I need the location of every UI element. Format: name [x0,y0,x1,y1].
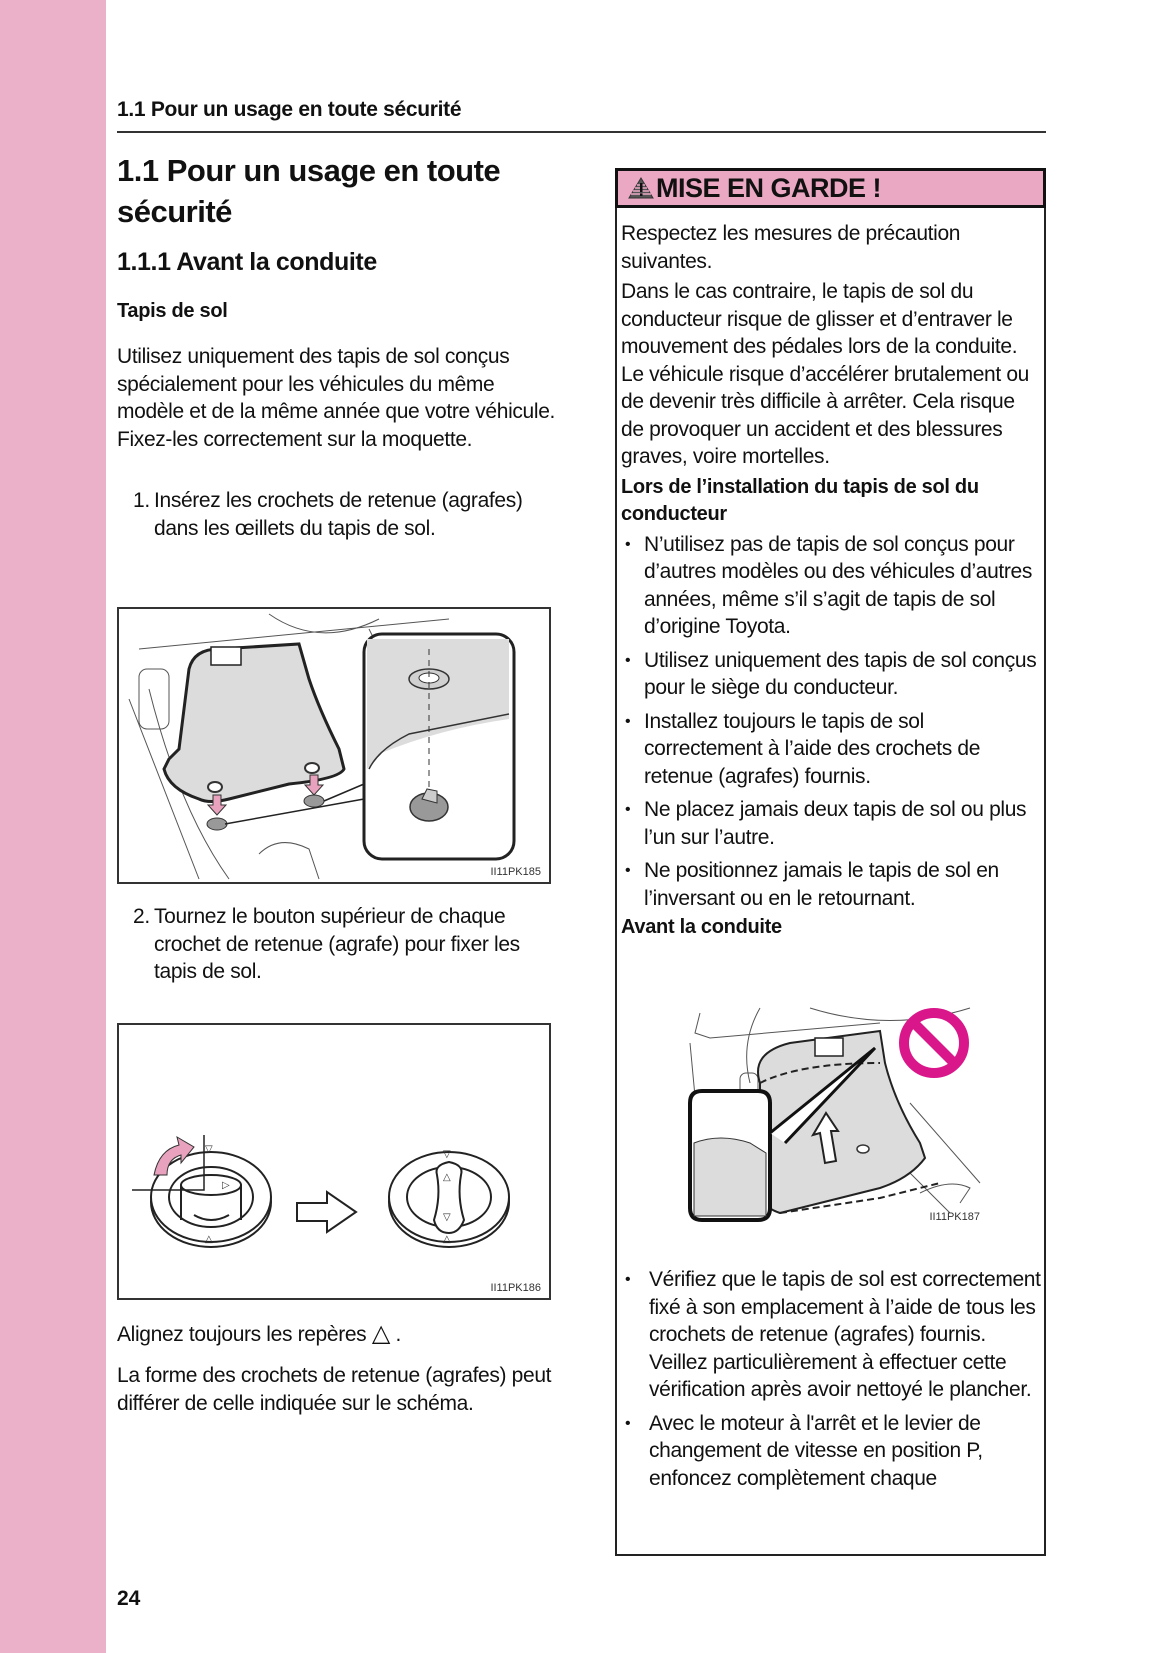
page-title: 1.1 Pour un usage en toute sécurité [117,153,501,229]
svg-text:▽: ▽ [205,1144,213,1155]
install-heading: Lors de l’installation du tapis de sol du conducteur [621,475,979,525]
warning-header [615,168,1046,208]
list-item: • Vérifiez que le tapis de sol est correctement fixé à son emplacement à l’aide de tous les crochets de retenue (agrafes) fournis. Veillez particulièrement à effectuer cette vérification après avoir nettoyé le plancher. [621,1266,1041,1404]
step-1 [133,487,553,542]
intro-paragraph: Utilisez uniquement des tapis de sol conçus spécialement pour les véhicules du même modèle et de la même année que votre véhicule. Fixez-les correctement sur la moquette. [117,345,556,451]
section-title: 1.1.1 Avant la conduite [117,248,377,276]
warning-title: MISE EN GARDE ! [656,172,882,203]
svg-text:△: △ [443,1172,451,1183]
chapter-color-tab [0,0,106,1653]
before-driving-bullet-list [621,1266,1041,1492]
header-divider [117,131,1046,133]
figure-clip-rotation [117,1023,551,1300]
figure-code: II11PK185 [490,866,541,878]
step-text: Insérez les crochets de retenue (agrafes) dans les œillets du tapis de sol. [154,489,523,540]
list-item: • Utilisez uniquement des tapis de sol conçus pour le siège du conducteur. [621,647,1041,702]
list-item: • Installez toujours le tapis de sol correctement à l’aide des crochets de retenue (agrafes) fournis. [621,708,1041,791]
figure-floor-mat-hooks [117,607,551,884]
floor-mat-illustration [119,609,551,884]
svg-text:△: △ [443,1234,451,1245]
align-marks-note: Alignez toujours les repères △ . [117,1320,401,1347]
step-number: 1. [133,489,150,512]
align-note-text: Alignez toujours les repères [117,1323,367,1346]
figure-code: II11PK186 [490,1282,541,1294]
shape-note: La forme des crochets de retenue (agrafes) peut différer de celle indiquée sur le schéma. [117,1364,552,1415]
subsection-heading: Tapis de sol [117,300,228,322]
svg-text:▷: ▷ [222,1180,230,1191]
list-item: • N’utilisez pas de tapis de sol conçus pour d’autres modèles ou des véhicules d’autres années, même s’il s’agit de tapis de sol d’origine Toyota. [621,531,1041,641]
warning-consequence: Dans le cas contraire, le tapis de sol du conducteur risque de glisser et d’entraver le mouvement des pédales lors de la conduite. Le véhicule risque d’accélérer brutalement ou de devenir très difficile à arrêter. Cela risque de provoquer un accident et des blessures graves, voire mortelles. [621,280,1029,468]
svg-text:△: △ [205,1234,213,1245]
misplaced-mat-illustration [650,1003,990,1225]
figure-misplaced-mat [650,1003,990,1225]
list-item: • Ne placez jamais deux tapis de sol ou plus l’un sur l’autre. [621,796,1041,851]
svg-text:▽: ▽ [443,1212,451,1223]
before-driving-content [621,1266,1041,1498]
figure-code: II11PK187 [929,1211,980,1223]
step-text: Tournez le bouton supérieur de chaque crochet de retenue (agrafe) pour fixer les tapis de sol. [154,905,520,983]
svg-text:▽: ▽ [443,1149,451,1160]
running-header: 1.1 Pour un usage en toute sécurité [117,98,462,121]
warning-intro: Respectez les mesures de précaution suivantes. [621,222,961,273]
warning-triangle-icon [628,177,654,199]
install-bullet-list [621,531,1041,913]
list-item: • Ne positionnez jamais le tapis de sol en l’inversant ou en le retournant. [621,857,1041,912]
step-2 [133,903,553,986]
page-number: 24 [117,1587,141,1610]
warning-content [621,220,1041,944]
clip-rotation-illustration [119,1025,551,1300]
triangle-mark-icon: △ [371,1320,390,1347]
before-driving-heading: Avant la conduite [621,916,782,938]
list-item: • Avec le moteur à l'arrêt et le levier de changement de vitesse en position P, enfoncez complètement chaque [621,1410,1041,1493]
step-number: 2. [133,905,150,928]
